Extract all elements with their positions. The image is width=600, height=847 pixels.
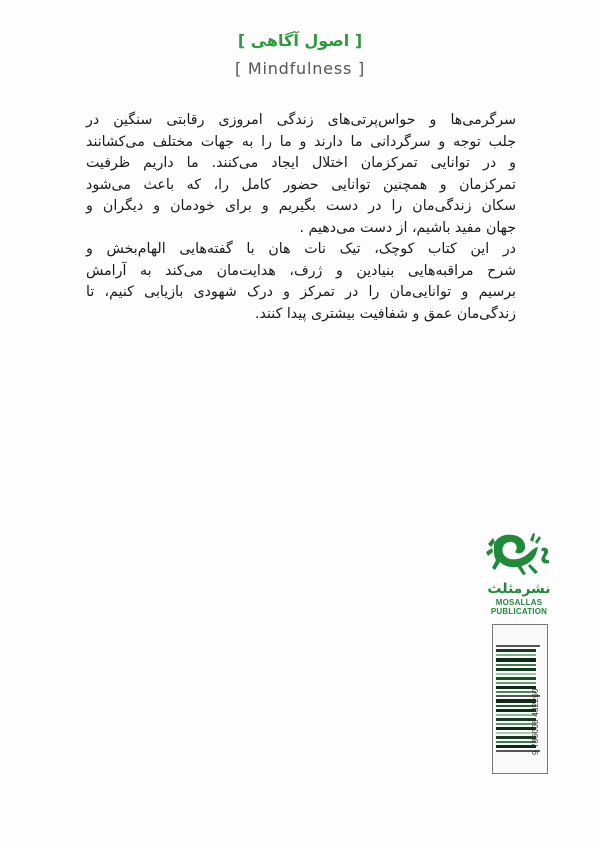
- description-line: و در توانایی تمرکزمان اختلال ایجاد می‌کنند. ما داریم ظرفیت: [86, 155, 516, 171]
- publisher-name-persian: نشرمثلث: [487, 581, 551, 597]
- book-title-persian: [ اصول آگاهی ]: [237, 31, 363, 50]
- publisher-name-english-1: MOSALLAS: [495, 598, 543, 607]
- description-paragraph-2: [86, 239, 516, 325]
- isbn-barcode: [492, 624, 548, 774]
- barcode-digits: 9 786008 482260: [531, 688, 540, 755]
- description-paragraph-1: [86, 110, 516, 239]
- description-line: در این کتاب کوچک، تیک نات هان با گفته‌هایی الهام‌بخش و: [86, 241, 516, 257]
- publisher-name-english-2: PUBLICATION: [490, 607, 548, 616]
- description-line: جلب توجه و سرگردانی ما دارند و ما را به جهات مختلف می‌کشانند: [86, 133, 516, 150]
- description-line: زندگی‌مان عمق و شفافیت بیشتری پیدا کنند.: [255, 305, 516, 322]
- description-line: سرگرمی‌ها و حواس‌پرتی‌های زندگی امروزی رقابتی سنگین در: [86, 112, 516, 128]
- description-line: سکان زندگی‌مان را در دست بگیریم و برای خودمان و دیگران و: [86, 198, 516, 214]
- description-line: تمرکزمان و همچنین توانایی حضور کامل را، که باعث می‌شود: [86, 176, 516, 193]
- publisher-logo: [484, 530, 554, 616]
- description-line: جهان مفید باشیم، از دست می‌دهیم .: [299, 219, 516, 236]
- description-line: برسیم و توانایی‌مان را در تمرکز و درک شهودی بازیابی کنیم، تا: [86, 284, 516, 300]
- description-line: شرح مراقبه‌هایی بنیادین و ژرف، هدایت‌مان می‌کند به آرامش: [86, 262, 516, 279]
- book-title-english: [ Mindfulness ]: [234, 59, 366, 78]
- book-description: [86, 110, 516, 325]
- mythical-creature-logo-icon: [486, 530, 552, 578]
